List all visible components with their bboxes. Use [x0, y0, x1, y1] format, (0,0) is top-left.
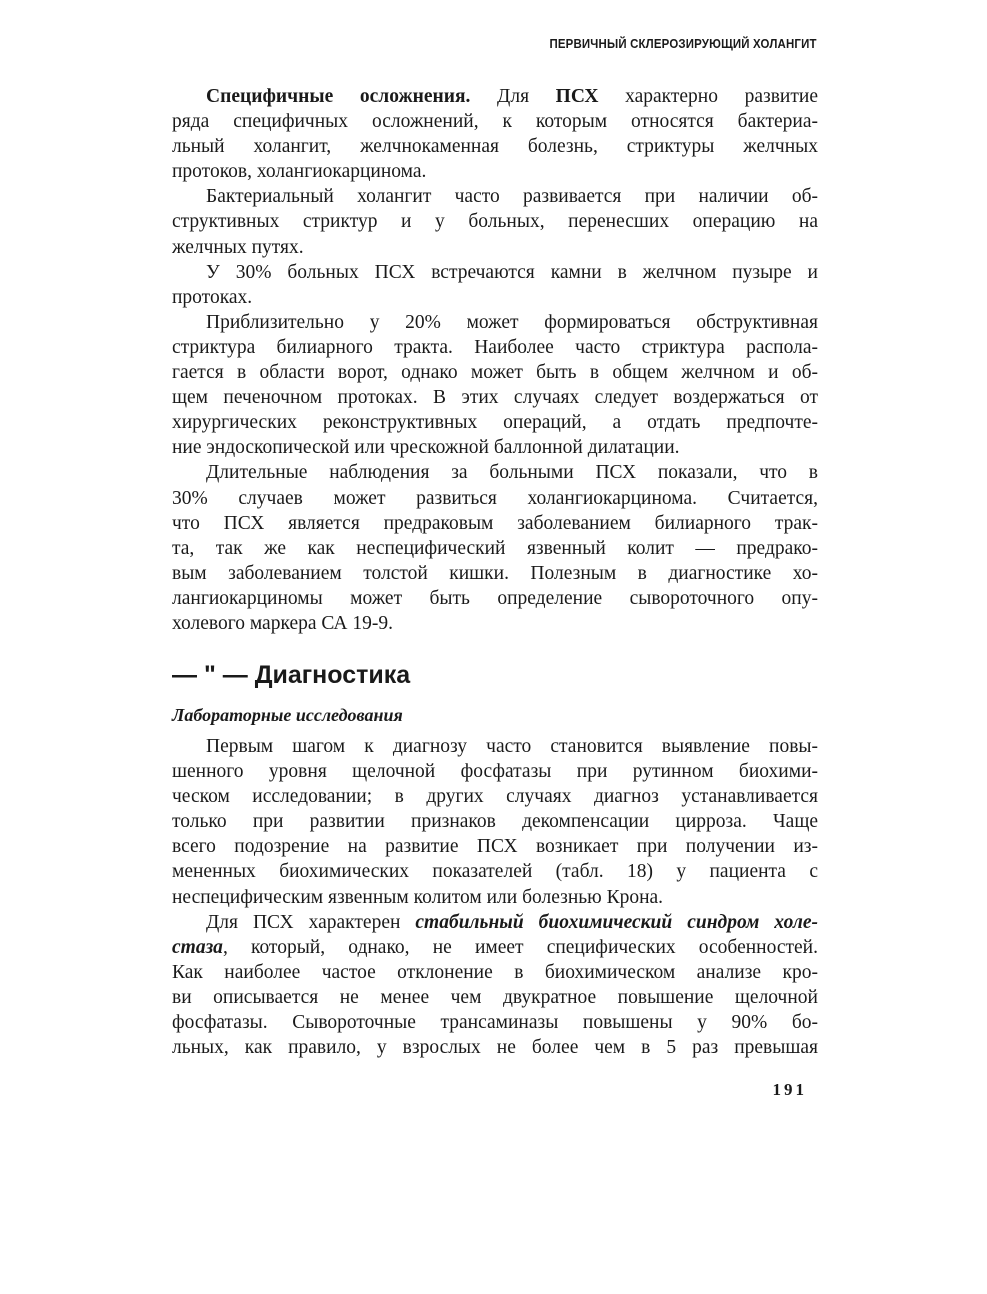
emphasized-term: стабильный биохимический синдром холе- — [415, 911, 818, 933]
text-line: желчных путях. — [172, 236, 304, 258]
text-span: характерно развитие — [598, 86, 818, 107]
diagnostics-section — [172, 734, 818, 1060]
text-line: шенного уровня щелочной фосфатазы при рутинном биохими- — [172, 761, 818, 783]
text-span: Для ПСХ характерен — [206, 911, 416, 933]
text-line: Как наиболее частое отклонение в биохимическом анализе кро- — [172, 961, 818, 983]
text-line: Первым шагом к диагнозу часто становится выявление повы- — [206, 736, 818, 757]
paragraph-lead: Специфичные осложнения. — [206, 86, 471, 107]
text-line: льный холангит, желчнокаменная болезнь, стриктуры желчных — [172, 136, 818, 158]
text-line: мененных биохимических показателей (табл. 18) у пациента с — [172, 861, 818, 883]
text-line: У 30% больных ПСХ встречаются камни в желчном пузыре и — [206, 261, 818, 283]
text-line: 30% случаев может развиться холангиокарцинома. Считается, — [172, 487, 818, 509]
text-line: фосфатазы. Сывороточные трансаминазы повышены у 90% бо- — [172, 1012, 818, 1034]
text-line: вым заболеванием толстой кишки. Полезным в диагностике хо- — [172, 562, 818, 584]
text-line: ние эндоскопической или чрескожной баллонной дилатации. — [172, 437, 680, 459]
text-line: всего подозрение на развитие ПСХ возникает при получении из- — [172, 836, 818, 858]
text-line — [172, 84, 818, 109]
text-line: Длительные наблюдения за больными ПСХ показали, что в — [206, 462, 818, 484]
text-line: ви описывается не менее чем двукратное повышение щелочной — [172, 986, 818, 1008]
text-line: структивных стриктур и у больных, перенесших операцию на — [172, 211, 818, 233]
text-line: что ПСХ является предраковым заболеванием билиарного трак- — [172, 512, 818, 534]
text-line: льных, как правило, у взрослых не более чем в 5 раз превышая — [172, 1037, 818, 1059]
text-line: Бактериальный холангит часто развивается при наличии об- — [206, 186, 818, 208]
text-line: ряда специфичных осложнений, к которым относятся бактериа- — [172, 111, 818, 133]
text-line: ческом исследовании; в других случаях диагноз устанавливается — [172, 786, 818, 808]
text-line: Приблизительно у 20% может формироваться обструктивная — [206, 311, 818, 333]
text-span: , который, однако, не имеет специфических особенностей. — [222, 936, 818, 958]
subheading: Лабораторные исследования — [172, 705, 403, 725]
emphasized-term: стаза — [172, 936, 223, 958]
text-line: та, так же как неспецифический язвенный колит — предрако- — [172, 537, 818, 559]
text-line — [172, 910, 818, 935]
complications-section — [172, 84, 818, 636]
running-head: ПЕРВИЧНЫЙ СКЛЕРОЗИРУЮЩИЙ ХОЛАНГИТ — [549, 36, 817, 51]
text-line: стриктура билиарного тракта. Наиболее часто стриктура распола- — [172, 336, 818, 358]
text-line — [172, 935, 818, 960]
text-line: неспецифическим язвенным колитом или болезнью Крона. — [172, 886, 664, 908]
abbreviation: ПСХ — [555, 86, 599, 107]
text-line: хирургических реконструктивных операций, а отдать предпочте- — [172, 412, 818, 434]
page-number: 191 — [772, 1080, 807, 1099]
text-line: только при развитии признаков декомпенсации цирроза. Чаще — [172, 811, 818, 833]
text-line: протоках. — [172, 286, 253, 308]
text-line: щем печеночном протоках. В этих случаях следует воздержаться от — [172, 387, 818, 409]
text-span: Для — [470, 86, 556, 107]
text-line: холевого маркера СА 19-9. — [172, 612, 393, 634]
text-line: лангиокарциномы может быть определение сывороточного опу- — [172, 587, 818, 609]
section-heading: — " — Диагностика — [172, 661, 411, 689]
text-line: гается в области ворот, однако может быть в общем желчном и об- — [172, 362, 818, 384]
text-line: протоков, холангиокарцинома. — [172, 161, 427, 183]
